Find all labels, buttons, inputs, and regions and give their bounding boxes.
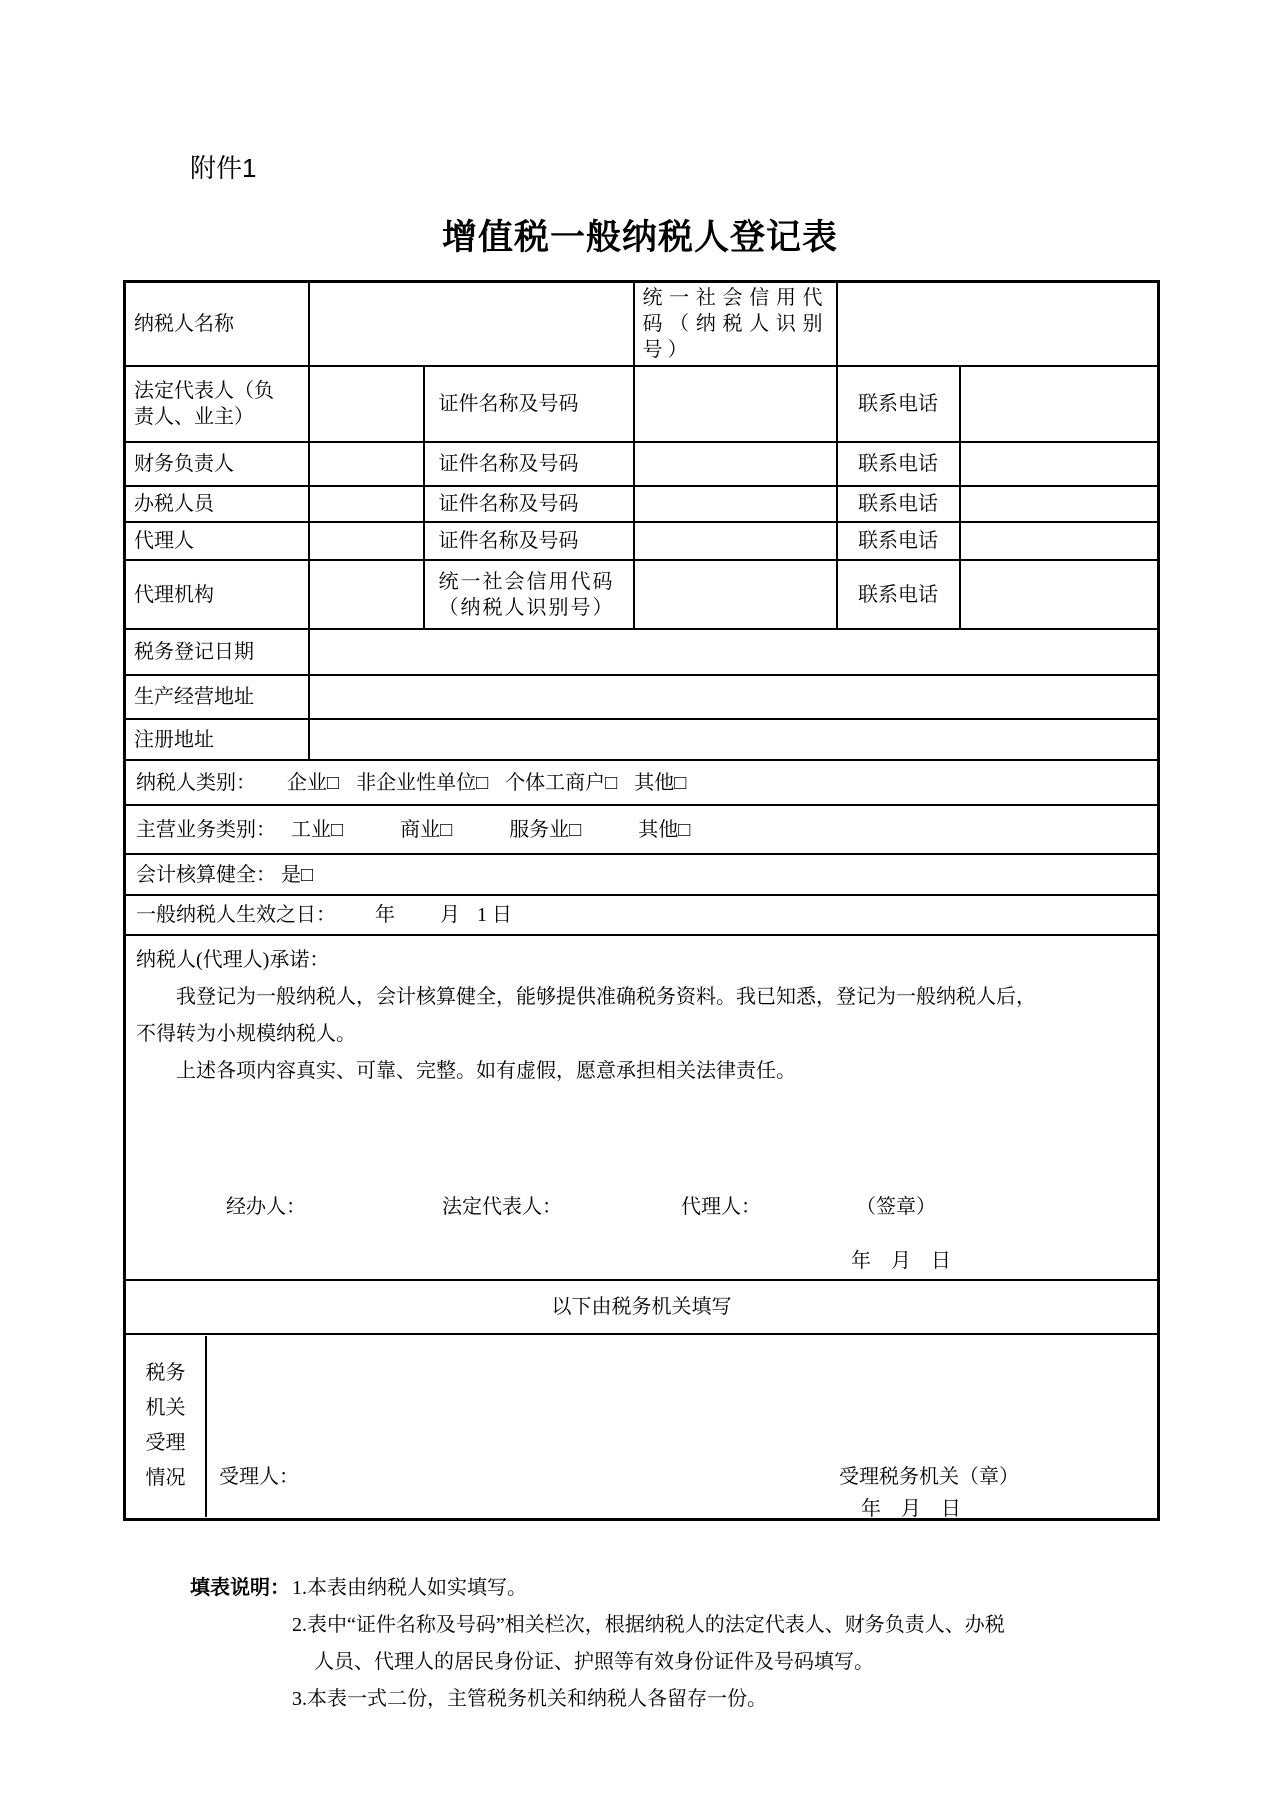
notes-label: 填表说明： bbox=[190, 1577, 290, 1599]
legal-rep-cert-field bbox=[634, 366, 837, 442]
legal-rep-name-field bbox=[309, 366, 424, 442]
credit-code-field bbox=[837, 282, 1159, 367]
registered-address-row bbox=[125, 719, 1159, 760]
taxpayer-type-label: 纳税人类别： bbox=[136, 771, 256, 794]
agency-credit-code-label: 统一社会信用代码（纳税人识别号） bbox=[424, 560, 634, 629]
business-type-cell bbox=[125, 805, 1159, 854]
agency-label: 代理机构 bbox=[125, 560, 309, 629]
agent-phone-field bbox=[960, 522, 1159, 560]
acceptance-side-label bbox=[126, 1336, 207, 1517]
taxpayer-name-label: 纳税人名称 bbox=[125, 282, 309, 367]
acceptance-side-line-2: 机关 bbox=[145, 1397, 186, 1420]
legal-rep-phone-label: 联系电话 bbox=[837, 366, 960, 442]
commitment-heading: 纳税人(代理人)承诺： bbox=[136, 949, 330, 971]
legal-rep-cert-label: 证件名称及号码 bbox=[424, 366, 634, 442]
agent-cert-field bbox=[634, 522, 837, 560]
accepting-authority-seal-label: 受理税务机关（章） bbox=[839, 1465, 1019, 1488]
acceptance-side-line-3: 受理 bbox=[145, 1432, 186, 1455]
agent-row bbox=[125, 522, 1159, 560]
effective-date-row bbox=[125, 895, 1159, 935]
finance-officer-phone-label: 联系电话 bbox=[837, 442, 960, 486]
acceptance-side-line-1: 税务 bbox=[145, 1362, 186, 1385]
attachment-label: 附件1 bbox=[190, 153, 257, 183]
commitment-paragraph-2: 上述各项内容真实、可靠、完整。如有虚假，愿意承担相关法律责任。 bbox=[176, 1060, 796, 1082]
agent-signature-label: 代理人： bbox=[681, 1196, 761, 1218]
accounting-row bbox=[125, 854, 1159, 895]
acceptance-cell bbox=[125, 1334, 1159, 1519]
option-non-enterprise-unit: 非企业性单位□ bbox=[356, 771, 489, 794]
business-type-label: 主营业务类别： bbox=[136, 818, 276, 841]
note-item-2: 2.表中“证件名称及号码”相关栏次，根据纳税人的法定代表人、财务负责人、办税人员、代理人的居民身份证、护照等有效身份证件及号码填写。 bbox=[292, 1614, 1005, 1673]
business-type-row bbox=[125, 805, 1159, 854]
option-commerce: 商业□ bbox=[400, 818, 453, 841]
agency-credit-code-field bbox=[634, 560, 837, 629]
registration-date-field bbox=[309, 629, 1159, 675]
tax-clerk-phone-field bbox=[960, 486, 1159, 522]
acceptance-row bbox=[125, 1334, 1159, 1519]
credit-code-label: 统一社会信用代码（纳税人识别号） bbox=[634, 282, 837, 367]
option-industry: 工业□ bbox=[291, 818, 344, 841]
legal-rep-signature-label: 法定代表人： bbox=[442, 1196, 562, 1218]
agent-name-field bbox=[309, 522, 424, 560]
agent-label: 代理人 bbox=[125, 522, 309, 560]
legal-rep-label: 法定代表人（负责人、业主） bbox=[125, 366, 309, 442]
option-individual-business: 个体工商户□ bbox=[505, 771, 618, 794]
effective-date-label: 一般纳税人生效之日： bbox=[136, 904, 336, 926]
agent-cert-label: 证件名称及号码 bbox=[424, 522, 634, 560]
commitment-row bbox=[125, 935, 1159, 1280]
note-item-3: 3.本表一式二份，主管税务机关和纳税人各留存一份。 bbox=[292, 1688, 767, 1710]
effective-date-cell bbox=[125, 895, 1159, 935]
acceptor-label: 受理人： bbox=[219, 1465, 299, 1488]
effective-date-year-label: 年 bbox=[375, 904, 395, 926]
finance-officer-label: 财务负责人 bbox=[125, 442, 309, 486]
taxpayer-type-row bbox=[125, 760, 1159, 805]
notes-items bbox=[292, 1570, 1006, 1718]
tax-clerk-cert-field bbox=[634, 486, 837, 522]
taxpayer-name-row bbox=[125, 282, 1159, 367]
authority-section-header-row bbox=[125, 1280, 1159, 1334]
tax-clerk-row bbox=[125, 486, 1159, 522]
option-business-other: 其他□ bbox=[638, 818, 691, 841]
agency-phone-label: 联系电话 bbox=[837, 560, 960, 629]
option-service: 服务业□ bbox=[509, 818, 582, 841]
business-address-row bbox=[125, 675, 1159, 719]
agent-phone-label: 联系电话 bbox=[837, 522, 960, 560]
seal-label: （签章） bbox=[856, 1196, 936, 1218]
tax-clerk-label: 办税人员 bbox=[125, 486, 309, 522]
commitment-date-line: 年 月 日 bbox=[851, 1250, 951, 1272]
handler-signature-label: 经办人： bbox=[226, 1196, 306, 1218]
option-accounting-yes: 是□ bbox=[281, 863, 314, 886]
registered-address-field bbox=[309, 719, 1159, 760]
finance-officer-name-field bbox=[309, 442, 424, 486]
commitment-paragraph-1: 我登记为一般纳税人，会计核算健全，能够提供准确税务资料。我已知悉，登记为一般纳税人后，不得转为小规模纳税人。 bbox=[136, 986, 1036, 1045]
acceptance-main-area bbox=[207, 1336, 1157, 1517]
agency-phone-field bbox=[960, 560, 1159, 629]
registration-date-row bbox=[125, 629, 1159, 675]
accounting-label: 会计核算健全： bbox=[136, 863, 276, 886]
registration-form-table bbox=[123, 280, 1160, 1521]
note-item-1: 1.本表由纳税人如实填写。 bbox=[292, 1577, 527, 1599]
finance-officer-row bbox=[125, 442, 1159, 486]
finance-officer-cert-label: 证件名称及号码 bbox=[424, 442, 634, 486]
tax-clerk-phone-label: 联系电话 bbox=[837, 486, 960, 522]
taxpayer-name-field bbox=[309, 282, 634, 367]
taxpayer-type-cell bbox=[125, 760, 1159, 805]
filling-notes bbox=[190, 1570, 1006, 1718]
acceptance-date-line: 年 月 日 bbox=[861, 1497, 961, 1519]
effective-date-day-label: 1 日 bbox=[477, 904, 512, 926]
registration-date-label: 税务登记日期 bbox=[125, 629, 309, 675]
page-title: 增值税一般纳税人登记表 bbox=[441, 218, 838, 257]
business-address-field bbox=[309, 675, 1159, 719]
registered-address-label: 注册地址 bbox=[125, 719, 309, 760]
acceptance-side-line-4: 情况 bbox=[145, 1467, 186, 1490]
acceptance-layout bbox=[126, 1336, 1157, 1517]
tax-clerk-name-field bbox=[309, 486, 424, 522]
commitment-cell bbox=[125, 935, 1159, 1280]
authority-section-header: 以下由税务机关填写 bbox=[125, 1280, 1159, 1334]
option-enterprise: 企业□ bbox=[287, 771, 340, 794]
agency-name-field bbox=[309, 560, 424, 629]
option-taxpayer-other: 其他□ bbox=[634, 771, 687, 794]
legal-rep-row bbox=[125, 366, 1159, 442]
finance-officer-phone-field bbox=[960, 442, 1159, 486]
accounting-cell bbox=[125, 854, 1159, 895]
legal-rep-phone-field bbox=[960, 366, 1159, 442]
tax-clerk-cert-label: 证件名称及号码 bbox=[424, 486, 634, 522]
finance-officer-cert-field bbox=[634, 442, 837, 486]
effective-date-month-label: 月 bbox=[440, 904, 460, 926]
business-address-label: 生产经营地址 bbox=[125, 675, 309, 719]
agency-row bbox=[125, 560, 1159, 629]
